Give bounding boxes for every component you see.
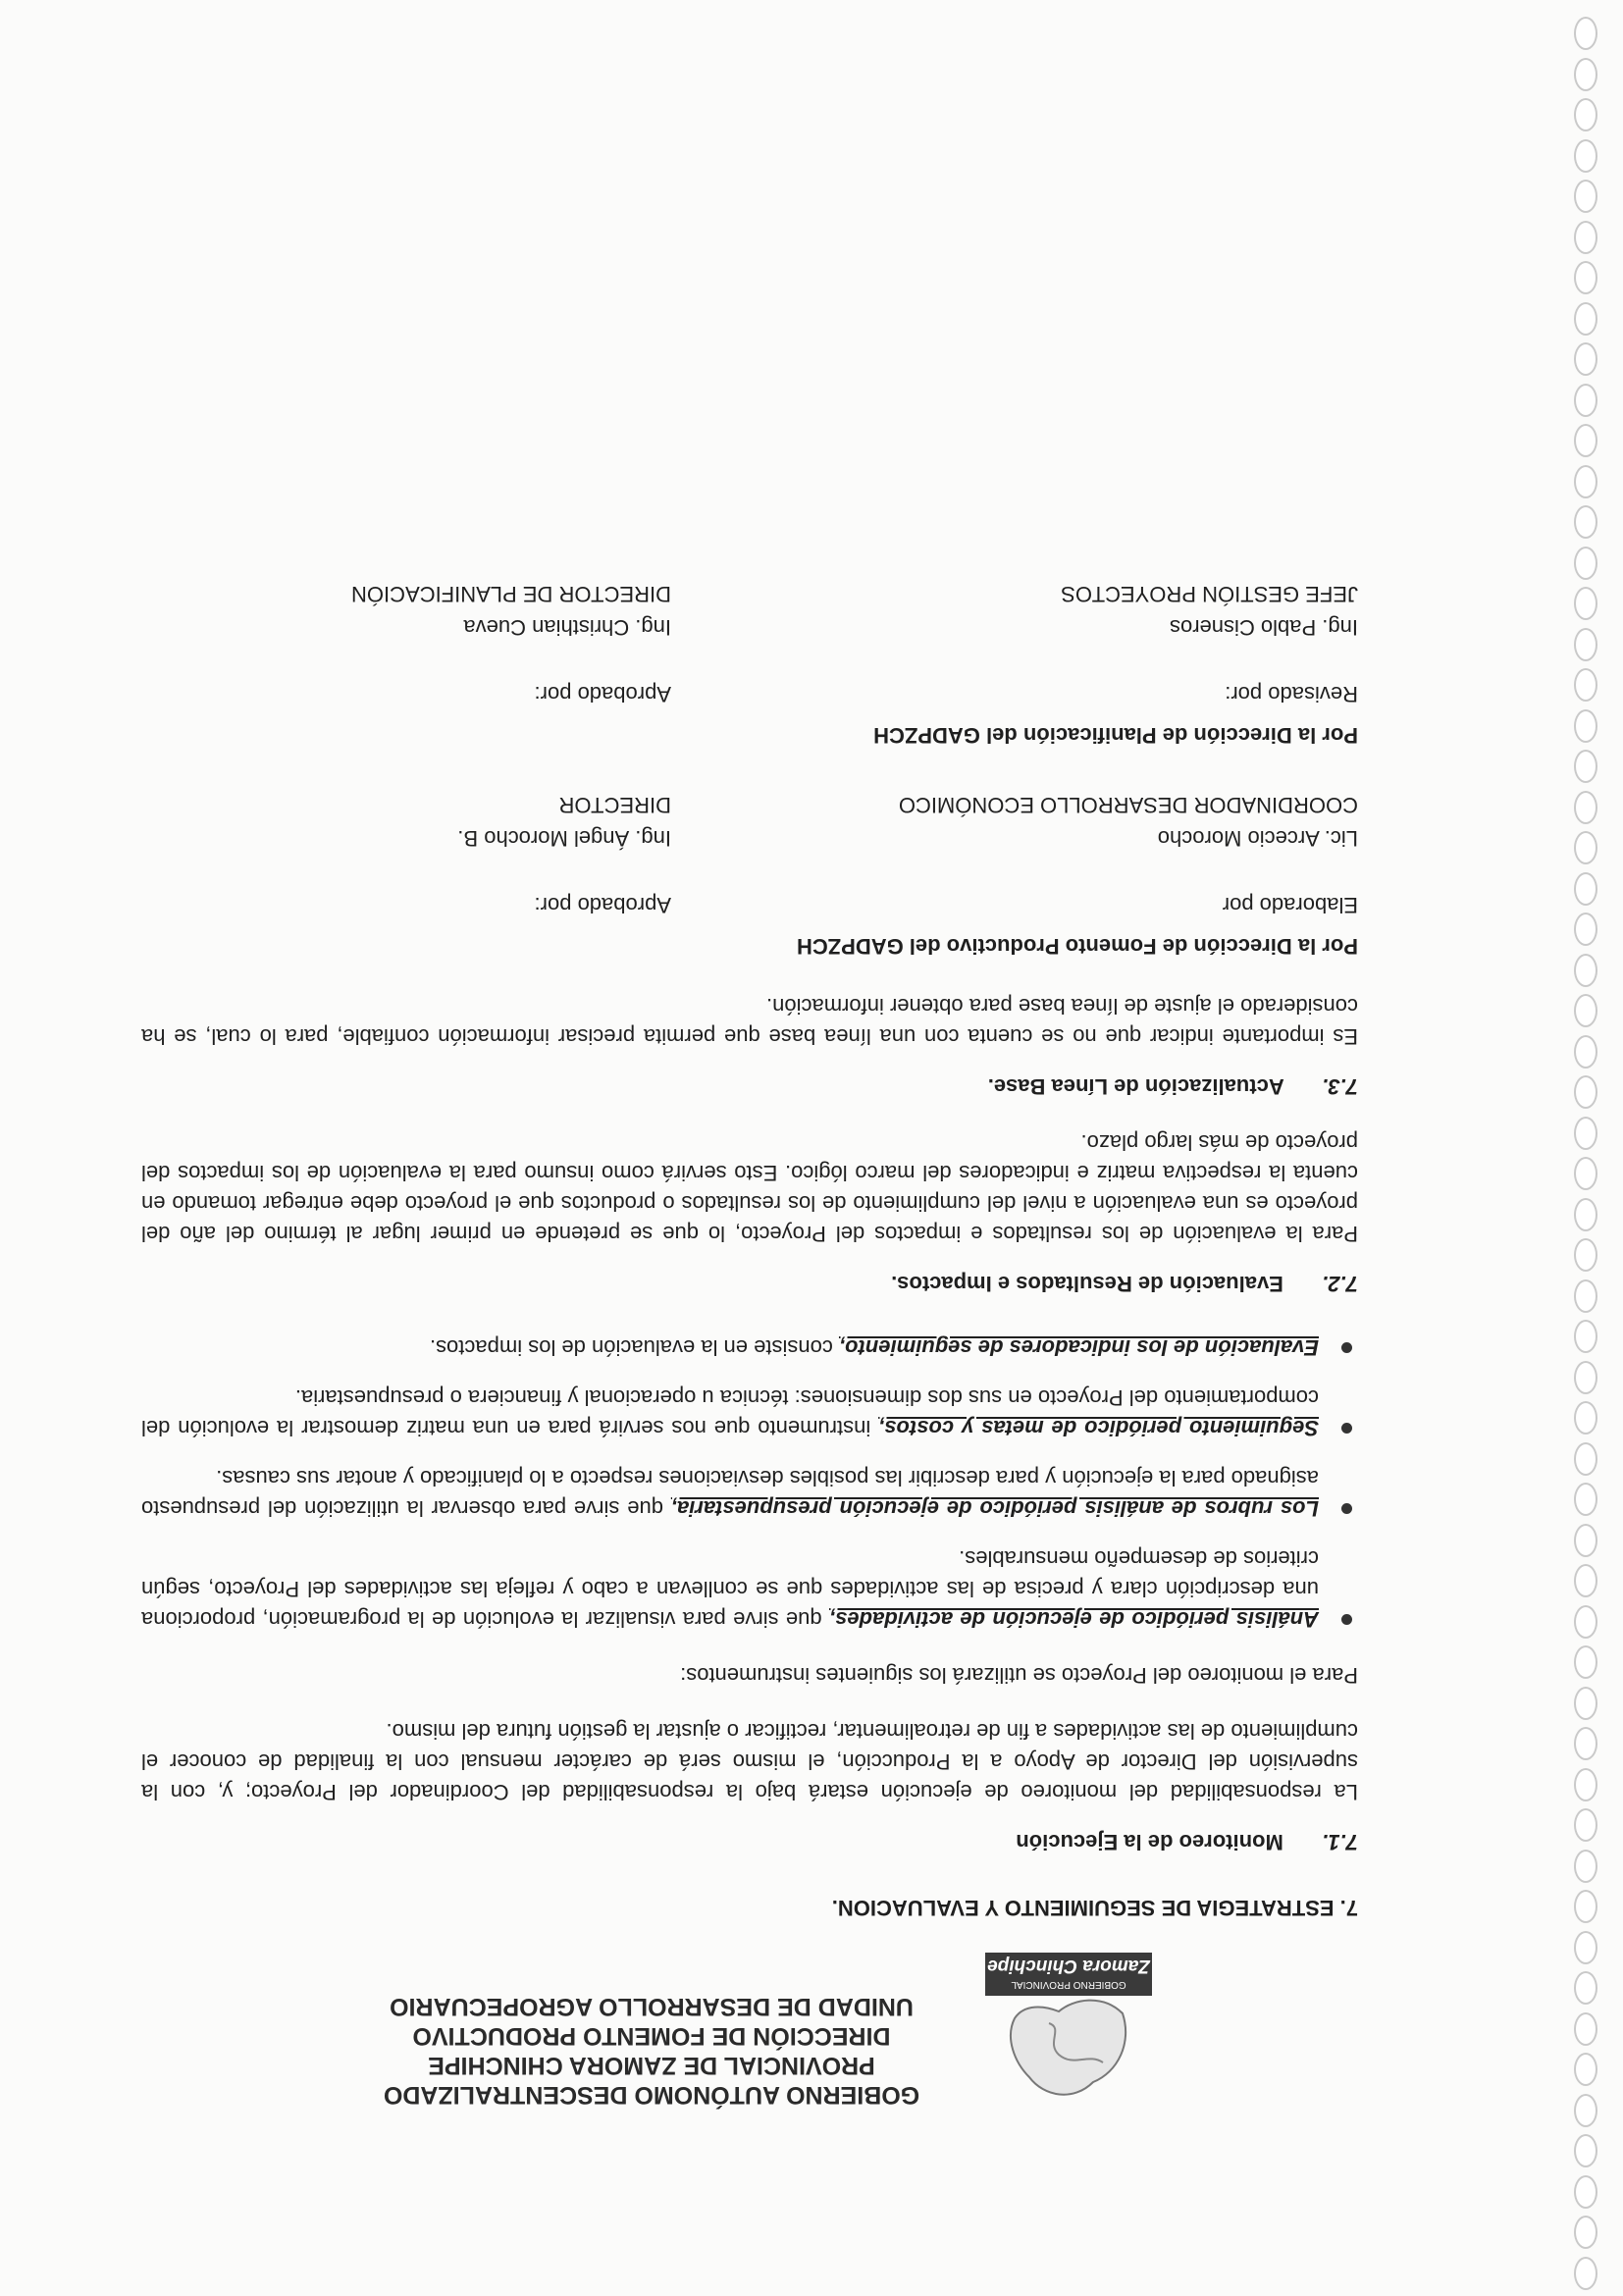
- binding-hole: [1574, 262, 1597, 295]
- binding-hole: [1574, 2094, 1597, 2127]
- binding-hole: [1574, 791, 1597, 824]
- binding-hole: [1574, 343, 1597, 377]
- binding-hole: [1574, 2257, 1597, 2290]
- signature-block-title: Por la Dirección de Fomento Productivo del GADPZCH: [796, 934, 1358, 959]
- signature-block-title: Por la Dirección de Planificación del GADPZCH: [873, 723, 1358, 748]
- bullet-icon: [1341, 1342, 1352, 1353]
- binding-hole: [1574, 954, 1597, 987]
- bullet-icon: [1341, 1423, 1352, 1434]
- binding-hole: [1574, 18, 1597, 51]
- signature-role: COORDINADOR DESARROLLO ECONÓMICO: [898, 793, 1358, 817]
- binding-hole: [1574, 1972, 1597, 2006]
- binding-hole: [1574, 751, 1597, 784]
- bullet-text: que sirve para visualizar la evolución de la programación, proporciona una descripción clara y precisa de las actividades que se conllevan a cabo y refleja las actividades del Proyecto, según criterios de desempeño mensurables.: [141, 1546, 1319, 1632]
- binding-hole: [1574, 872, 1597, 906]
- subsection-title: Monitoreo de la Ejecución: [1016, 1830, 1283, 1854]
- signature-prepared: [809, 788, 1358, 921]
- header-line: GOBIERNO AUTÓNOMO DESCENTRALIZADO: [383, 2081, 920, 2109]
- binding-hole: [1574, 832, 1597, 865]
- binding-hole: [1574, 2135, 1597, 2168]
- binding-hole: [1574, 1076, 1597, 1110]
- signature-label: Revisado por:: [1225, 682, 1358, 706]
- binding-hole: [1574, 139, 1597, 173]
- signature-row: [141, 563, 1358, 710]
- subsection-title: Actualización de Línea Base.: [987, 1074, 1284, 1099]
- binding-hole: [1574, 1321, 1597, 1354]
- bullet-icon: [1341, 1503, 1352, 1514]
- subsection-number: 7.1.: [1322, 1830, 1358, 1854]
- binding-hole: [1574, 425, 1597, 458]
- binding-hole: [1574, 1239, 1597, 1273]
- binding-hole: [1574, 709, 1597, 743]
- list-item: [141, 1463, 1358, 1524]
- signature-role: DIRECTOR DE PLANIFICACIÓN: [351, 582, 671, 606]
- bullet-term: Análisis periódico de ejecución de actividades,: [829, 1607, 1319, 1632]
- binding-holes: [1564, 14, 1597, 2290]
- binding-hole: [1574, 1728, 1597, 1761]
- signature-name: Ing. Ángel Morocho B.: [457, 826, 671, 851]
- binding-hole: [1574, 1117, 1597, 1150]
- binding-hole: [1574, 1565, 1597, 1598]
- binding-hole: [1574, 1198, 1597, 1231]
- signature-name: Ing. Christhian Cueva: [463, 615, 671, 640]
- logo-top-text: GOBIERNO PROVINCIAL: [1011, 1979, 1126, 1990]
- logo-main-text: Zamora Chinchipe: [987, 1956, 1150, 1976]
- signature-name: Lic. Arcecio Morocho: [1157, 826, 1358, 851]
- paragraph: Para la evaluación de los resultados e impactos del Proyecto, lo que se pretende en primer lugar al término del año del proyecto es una evaluación a nivel del cumplimiento de los resultados o productos que el proyecto debe entregar tomando en cuenta la respectiva matriz e indicadores del marco lógico. Esto servirá como insumo para la evaluación de los impactos del proyecto de más largo plazo.: [141, 1130, 1358, 1246]
- signature-label: Aprobado por:: [534, 893, 671, 917]
- header-line: UNIDAD DE DESARROLLO AGROPECUARIO: [390, 1993, 914, 2020]
- signature-section: [141, 582, 1358, 962]
- binding-hole: [1574, 1646, 1597, 1680]
- header-line: DIRECCIÓN DE FOMENTO PRODUCTIVO: [412, 2022, 891, 2050]
- bullet-text: que sirve para observar la utilización del presupuesto asignado para la ejecución y para describir las posibles desviaciones respecto a lo planificado y anotar sus causas.: [141, 1466, 1319, 1521]
- binding-hole: [1574, 465, 1597, 498]
- binding-hole: [1574, 1279, 1597, 1313]
- binding-hole: [1574, 1158, 1597, 1191]
- list-item: [141, 1383, 1358, 1443]
- binding-hole: [1574, 1605, 1597, 1639]
- signature-label: Elaborado por: [1222, 893, 1358, 917]
- binding-hole: [1574, 1809, 1597, 1843]
- header-title: [347, 1992, 956, 2110]
- paragraph: Para el monitoreo del Proyecto se utilizará los siguientes instrumentos:: [680, 1663, 1358, 1688]
- section-title: 7. ESTRATEGIA DE SEGUIMIENTO Y EVALUACION.: [831, 1896, 1358, 1920]
- list-item: [141, 1332, 1358, 1363]
- paragraph: La responsabilidad del monitoreo de ejecución estará bajo la responsabilidad del Coordinador del Proyecto; y, con la supervisión del Director de Apoyo a la Producción, el mismo será de carácter mensual con la finalidad de conocer el cumplimiento de las actividades a fin de retroalimentar, rectificar o ajustar la gestión futura del mismo.: [141, 1719, 1358, 1804]
- bullet-term: Evaluación de los indicadores de seguimiento,: [838, 1335, 1319, 1360]
- signature-row: [141, 774, 1358, 921]
- binding-hole: [1574, 1931, 1597, 1964]
- document-header: [357, 1945, 1162, 2121]
- binding-hole: [1574, 302, 1597, 336]
- paragraph: Es importante indicar que no se cuenta con una línea base que permita precisar información confiable, para lo cual, se ha considerado el ajuste de línea base para obtener información.: [141, 994, 1358, 1049]
- binding-hole: [1574, 1442, 1597, 1476]
- list-item: [141, 1543, 1358, 1635]
- bullet-text: instrumento que nos servirá para en una matriz demostrar la evolución del comportamiento del Proyecto en sus dos dimensiones: técnica u operacional y financiera o presupuestaria.: [141, 1385, 1319, 1440]
- binding-hole: [1574, 1850, 1597, 1883]
- binding-hole: [1574, 1484, 1597, 1517]
- binding-hole: [1574, 913, 1597, 947]
- document-body: [141, 582, 1358, 1923]
- signature-approved: [122, 577, 671, 710]
- binding-hole: [1574, 1524, 1597, 1557]
- binding-hole: [1574, 588, 1597, 621]
- subsection-heading: [141, 1071, 1358, 1102]
- binding-hole: [1574, 1891, 1597, 1924]
- binding-hole: [1574, 1361, 1597, 1394]
- binding-hole: [1574, 628, 1597, 661]
- signature-reviewed: [809, 577, 1358, 710]
- subsection-heading: [141, 1269, 1358, 1299]
- binding-hole: [1574, 547, 1597, 580]
- subsection-number: 7.3.: [1322, 1074, 1358, 1099]
- signature-name: Ing. Pablo Cisneros: [1170, 615, 1358, 640]
- binding-hole: [1574, 2175, 1597, 2209]
- header-line: PROVINCIAL DE ZAMORA CHINCHIPE: [428, 2052, 875, 2079]
- bullet-icon: [1341, 1614, 1352, 1625]
- binding-hole: [1574, 58, 1597, 91]
- signature-label: Aprobado por:: [534, 682, 671, 706]
- signature-role: DIRECTOR: [558, 793, 671, 817]
- binding-hole: [1574, 221, 1597, 254]
- binding-hole: [1574, 669, 1597, 703]
- subsection-number: 7.2.: [1322, 1272, 1358, 1296]
- subsection-title: Evaluación de Resultados e Impactos.: [891, 1272, 1283, 1296]
- binding-hole: [1574, 181, 1597, 214]
- binding-hole: [1574, 384, 1597, 417]
- binding-hole: [1574, 2054, 1597, 2087]
- binding-hole: [1574, 1402, 1597, 1435]
- binding-hole: [1574, 1768, 1597, 1801]
- signature-role: JEFE GESTIÓN PROYECTOS: [1061, 582, 1358, 606]
- bullet-text: consiste en la evaluación de los impactos.: [429, 1335, 839, 1360]
- binding-hole: [1574, 995, 1597, 1028]
- binding-hole: [1574, 1035, 1597, 1069]
- binding-hole: [1574, 1687, 1597, 1720]
- bullet-term: Los rubros de análisis periódico de ejecución presupuestaria,: [670, 1496, 1319, 1521]
- binding-hole: [1574, 2217, 1597, 2250]
- subsection-heading: [141, 1827, 1358, 1857]
- bullet-term: Seguimiento periódico de metas y costos,: [878, 1416, 1319, 1440]
- province-logo: [980, 1950, 1162, 2121]
- signature-approved: [122, 788, 671, 921]
- binding-hole: [1574, 99, 1597, 132]
- binding-hole: [1574, 506, 1597, 540]
- binding-hole: [1574, 2012, 1597, 2046]
